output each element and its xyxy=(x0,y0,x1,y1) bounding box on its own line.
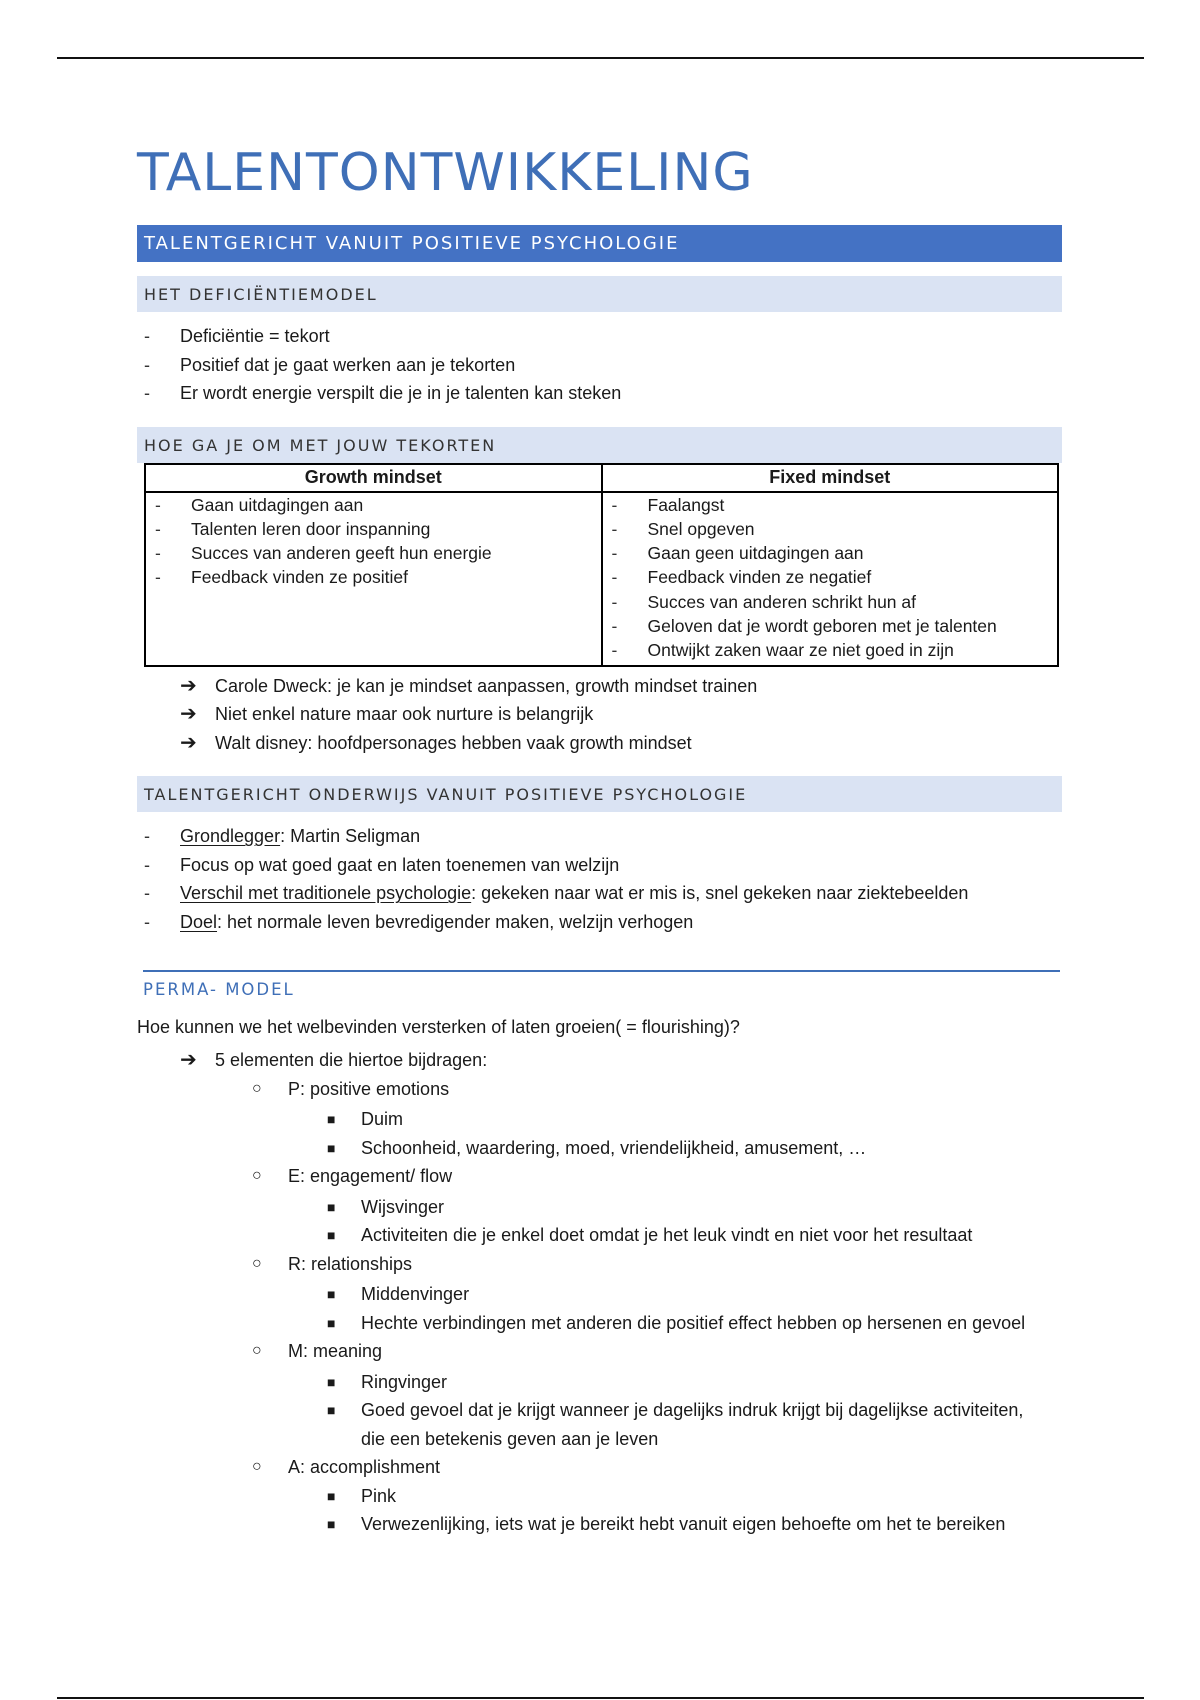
fixed-mindset-cell xyxy=(602,492,1059,666)
fixed-item: - Succes van anderen schrikt hun af xyxy=(603,590,1058,614)
perma-question: Hoe kunnen we het welbevinden versterken of laten groeien( = flourishing)? xyxy=(137,1017,740,1037)
perma-element-a: ○ A: accomplishment xyxy=(137,1453,1062,1482)
fixed-item: - Geloven dat je wordt geboren met je talenten xyxy=(603,614,1058,638)
circle-bullet-icon: ○ xyxy=(252,1458,262,1475)
list-item: ■ Ringvinger xyxy=(137,1368,1062,1397)
fixed-item: - Gaan geen uitdagingen aan xyxy=(603,541,1058,565)
list-item: - Deficiëntie = tekort xyxy=(137,322,1062,351)
square-bullet-icon: ■ xyxy=(327,1402,336,1418)
perma-element-m: ○ M: meaning xyxy=(137,1337,1062,1366)
mindset-notes xyxy=(137,672,1062,758)
list-item: - Er wordt energie verspilt die je in je talenten kan steken xyxy=(137,379,1062,408)
onderwijs-list xyxy=(137,822,1062,936)
subheading-tekorten: HOE GA JE OM MET JOUW TEKORTEN xyxy=(137,427,1062,463)
perma-elements xyxy=(137,1075,1062,1539)
list-item: ■ Schoonheid, waardering, moed, vriendelijkheid, amusement, … xyxy=(137,1134,1062,1163)
square-bullet-icon: ■ xyxy=(327,1139,336,1156)
square-bullet-icon: ■ xyxy=(327,1314,336,1331)
fixed-item: - Faalangst xyxy=(603,493,1058,517)
growth-item: - Feedback vinden ze positief xyxy=(146,565,601,589)
list-item: - Focus op wat goed gaat en laten toenemen van welzijn xyxy=(137,851,1062,880)
perma-element-e: ○ E: engagement/ flow xyxy=(137,1162,1062,1191)
circle-bullet-icon: ○ xyxy=(252,1167,262,1184)
list-item: ➔ 5 elementen die hiertoe bijdragen: xyxy=(137,1046,1062,1075)
page-title: TALENTONTWIKKELING xyxy=(137,143,754,203)
list-item: ■ Activiteiten die je enkel doet omdat je het leuk vindt en niet voor het resultaat xyxy=(137,1221,1062,1250)
list-item: ■ Verwezenlijking, iets wat je bereikt hebt vanuit eigen behoefte om het te bereiken xyxy=(137,1510,1062,1539)
list-item-continuation: die een betekenis geven aan je leven xyxy=(361,1428,659,1449)
fixed-item: - Ontwijkt zaken waar ze niet goed in zijn xyxy=(603,638,1058,662)
perma-element-r: ○ R: relationships xyxy=(137,1250,1062,1279)
arrow-right-icon: ➔ xyxy=(180,1049,197,1071)
arrow-right-icon: ➔ xyxy=(180,674,197,697)
subheading-onderwijs: TALENTGERICHT ONDERWIJS VANUIT POSITIEVE PSYCHOLOGIE xyxy=(137,776,1062,812)
square-bullet-icon: ■ xyxy=(327,1111,336,1127)
circle-bullet-icon: ○ xyxy=(252,1079,262,1097)
circle-bullet-icon: ○ xyxy=(252,1254,262,1272)
list-item: ■ Hechte verbindingen met anderen die positief effect hebben op hersenen en gevoel xyxy=(137,1309,1062,1338)
footer-rule xyxy=(57,1697,1144,1699)
document-page xyxy=(137,138,1062,1539)
fixed-item: - Feedback vinden ze negatief xyxy=(603,565,1058,589)
list-item: ■ Pink xyxy=(137,1482,1062,1511)
list-item: ■ Wijsvinger xyxy=(137,1193,1062,1222)
section-heading-talentgericht: TALENTGERICHT VANUIT POSITIEVE PSYCHOLOGIE xyxy=(137,225,1062,262)
fixed-mindset-header: Fixed mindset xyxy=(602,464,1059,492)
deficit-list xyxy=(137,322,1062,408)
list-item: ➔ Carole Dweck: je kan je mindset aanpassen, growth mindset trainen xyxy=(137,672,1062,701)
list-item: ➔ Walt disney: hoofdpersonages hebben vaak growth mindset xyxy=(137,729,1062,758)
perma-heading: PERMA- MODEL xyxy=(143,980,295,999)
square-bullet-icon: ■ xyxy=(327,1373,336,1390)
list-item: ■ Goed gevoel dat je krijgt wanneer je dagelijks indruk krijgt bij dagelijkse activiteiten, xyxy=(137,1396,1062,1425)
perma-element-p: ○ P: positive emotions xyxy=(137,1075,1062,1104)
subheading-deficientiemodel: HET DEFICIËNTIEMODEL xyxy=(137,276,1062,312)
square-bullet-icon: ■ xyxy=(327,1487,336,1504)
header-rule xyxy=(57,57,1144,59)
list-item: - Verschil met traditionele psychologie: gekeken naar wat er mis is, snel gekeken naar ziektebeelden xyxy=(137,879,1062,908)
arrow-right-icon: ➔ xyxy=(180,703,197,725)
circle-bullet-icon: ○ xyxy=(252,1342,262,1359)
square-bullet-icon: ■ xyxy=(327,1227,336,1243)
square-bullet-icon: ■ xyxy=(327,1516,336,1532)
arrow-right-icon: ➔ xyxy=(180,731,197,754)
growth-mindset-header: Growth mindset xyxy=(145,464,602,492)
list-item: - Doel: het normale leven bevredigender maken, welzijn verhogen xyxy=(137,908,1062,937)
list-item: - Positief dat je gaat werken aan je tekorten xyxy=(137,351,1062,380)
growth-mindset-cell xyxy=(145,492,602,666)
list-item: ■ Duim xyxy=(137,1105,1062,1134)
mindset-table xyxy=(144,463,1059,667)
growth-item: - Gaan uitdagingen aan xyxy=(146,493,601,517)
list-item: ■ Middenvinger xyxy=(137,1280,1062,1309)
list-item: - Grondlegger: Martin Seligman xyxy=(137,822,1062,851)
perma-section xyxy=(143,970,1060,1003)
list-item: ➔ Niet enkel nature maar ook nurture is belangrijk xyxy=(137,700,1062,729)
fixed-item: - Snel opgeven xyxy=(603,517,1058,541)
growth-item: - Succes van anderen geeft hun energie xyxy=(146,541,601,565)
square-bullet-icon: ■ xyxy=(327,1286,336,1302)
square-bullet-icon: ■ xyxy=(327,1198,336,1215)
growth-item: - Talenten leren door inspanning xyxy=(146,517,601,541)
